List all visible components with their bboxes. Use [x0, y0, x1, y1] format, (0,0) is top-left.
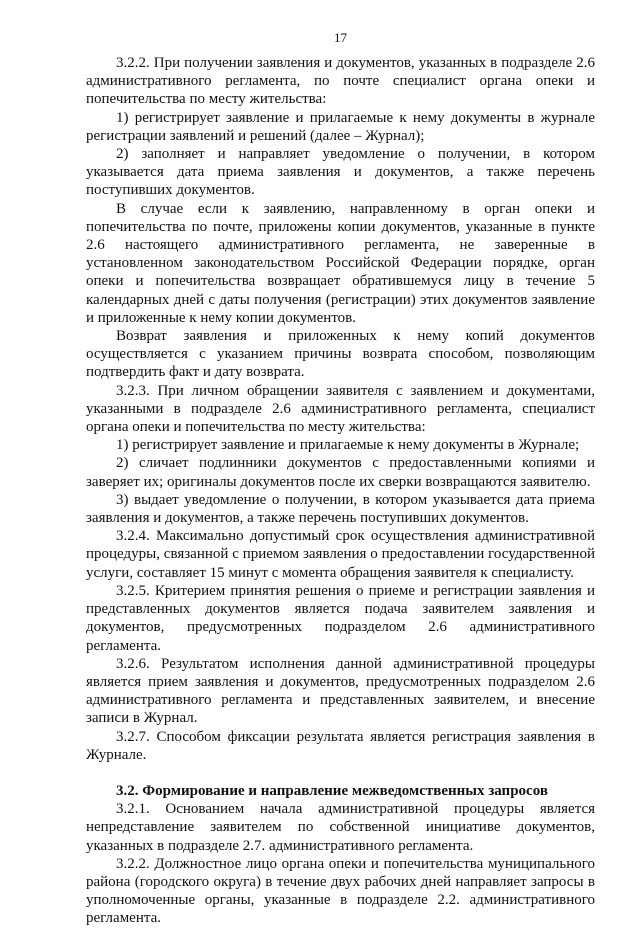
- section-paragraph-3-2-2: 3.2.2. Должностное лицо органа опеки и попечительства муниципального района (городского округа) в течение двух рабочих дней направляет запросы в уполномоченные органы, указанные в подразделе 2.2. административного регламента.: [86, 855, 595, 927]
- list-item-verify-copies: 2) сличает подлинники документов с предоставленными копиями и заверяет их; оригиналы документов после их сверки возвращаются заявителю.: [86, 455, 595, 490]
- paragraph-3-2-3: 3.2.3. При личном обращении заявителя с заявлением и документами, указанными в подразделе 2.6 административного регламента, специалист органа опеки и попечительства по месту жительства:: [86, 382, 595, 436]
- paragraph-3-2-2: 3.2.2. При получении заявления и документов, указанных в подразделе 2.6 административного регламента, по почте специалист органа опеки и попечительства по месту жительства:: [86, 55, 595, 108]
- paragraph-return-method: Возврат заявления и приложенных к нему копий документов осуществляется с указанием причины возврата способом, позволяющим подтвердить факт и дату возврата.: [86, 328, 595, 381]
- paragraph-3-2-4: 3.2.4. Максимально допустимый срок осуществления административной процедуры, связанной с приемом заявления о предоставлении государственной услуги, составляет 15 минут с момента обращения заявителя к специалисту.: [86, 528, 595, 581]
- paragraph-3-2-7: 3.2.7. Способом фиксации результата является регистрация заявления в Журнале.: [86, 728, 595, 763]
- list-item-issue-notice: 3) выдает уведомление о получении, в котором указывается дата приема заявления и документов, а также перечень поступивших документов.: [86, 491, 595, 527]
- document-body: [86, 54, 595, 928]
- document-page: [86, 30, 595, 928]
- section-paragraph-3-2-1: 3.2.1. Основанием начала административной процедуры является непредставление заявителем по собственной инициативе документов, указанных в подразделе 2.7. административного регламента.: [86, 801, 595, 854]
- paragraph-return-case: В случае если к заявлению, направленному в орган опеки и попечительства по почте, приложены копии документов, указанные в пункте 2.6 настоящего административного регламента, не заверенные в установленном законодательством Российской Федерации порядке, орган опеки и попечительства возвращает обратившемуся лицу в течение 5 календарных дней с даты получения (регистрации) этих документов заявление и приложенные к нему копии документов.: [86, 200, 595, 326]
- list-item-register-journal: 1) регистрирует заявление и прилагаемые к нему документы в Журнале;: [116, 437, 580, 454]
- list-item-notify: 2) заполняет и направляет уведомление о получении, в котором указывается дата приема заявления и документов, а также перечень поступивших документов.: [86, 146, 595, 199]
- page-number: 17: [334, 30, 347, 45]
- paragraph-3-2-5: 3.2.5. Критерием принятия решения о приеме и регистрации заявления и представленных документов является подача заявителем заявления и документов, предусмотренных подразделом 2.6 административного регламента.: [86, 582, 595, 654]
- section-heading: 3.2. Формирование и направление межведомственных запросов: [116, 782, 548, 799]
- paragraph-3-2-6: 3.2.6. Результатом исполнения данной административной процедуры является прием заявления и документов, предусмотренных подразделом 2.6 административного регламента и представленных заявителем, и внесение записи в Журнал.: [86, 655, 595, 727]
- list-item-register: 1) регистрирует заявление и прилагаемые к нему документы в журнале регистрации заявлений и решений (далее – Журнал);: [86, 109, 595, 144]
